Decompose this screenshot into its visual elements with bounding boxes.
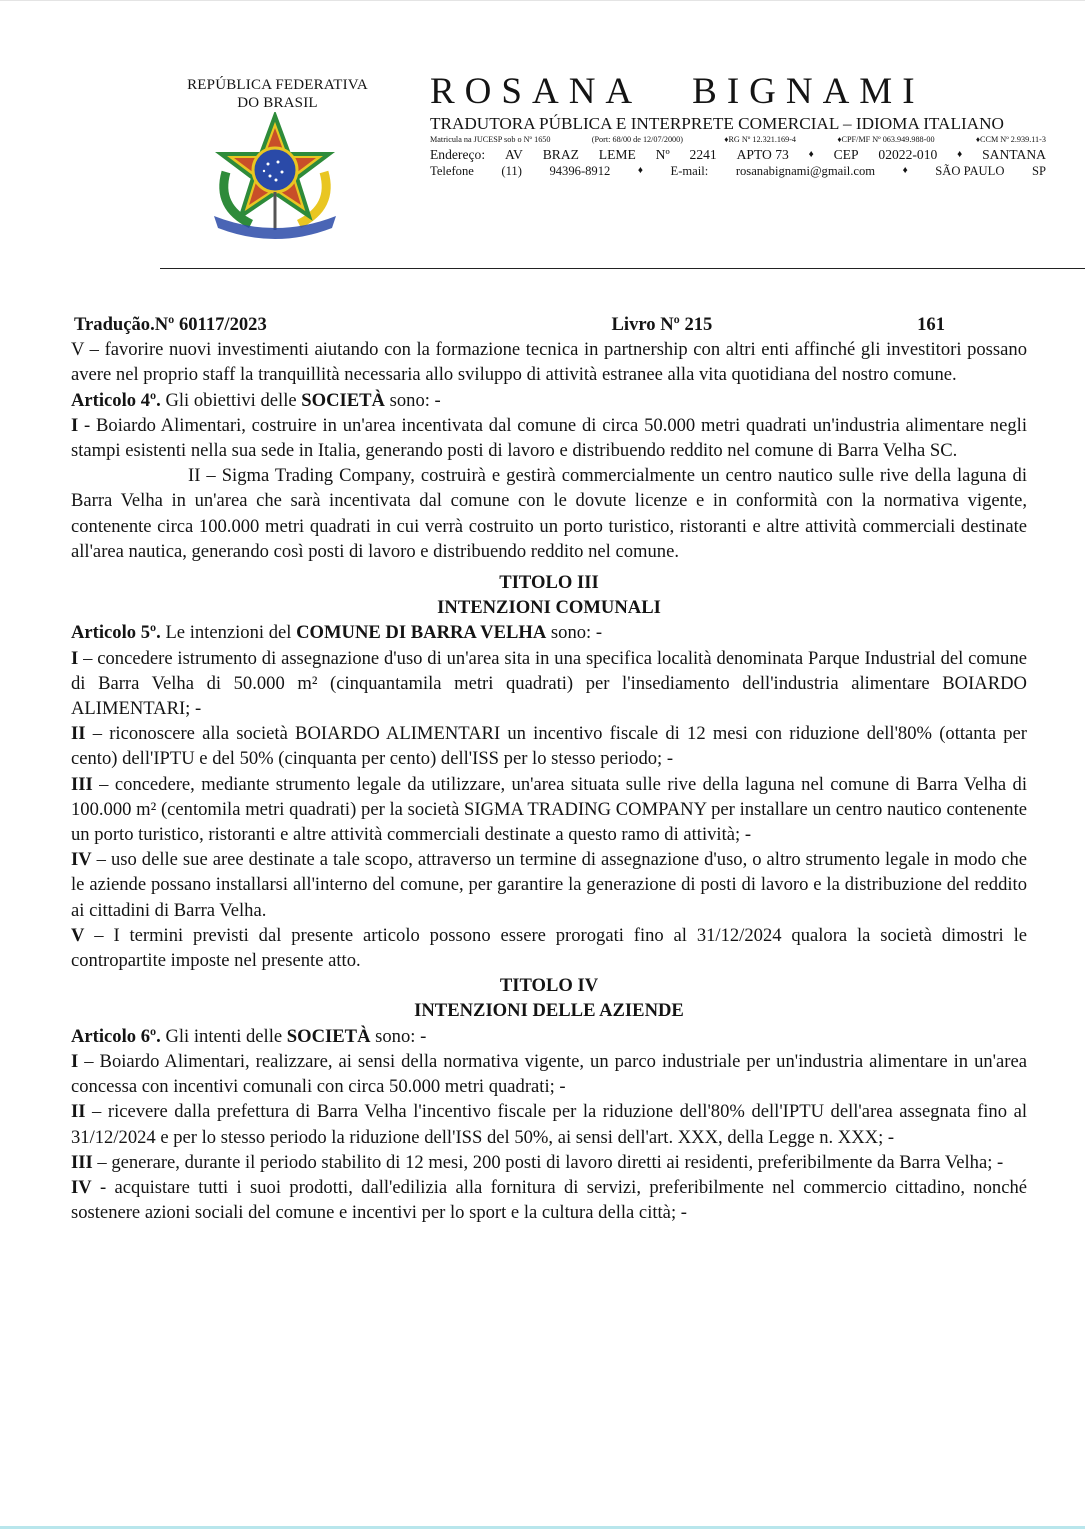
scan-top-edge (0, 0, 1085, 1)
paragraph-v-intro: V – favorire nuovi investimenti aiutando con la formazione tecnica in partnership con altri enti affinché gli investitori possano avere nel proprio staff la tranquillità necessaria allo sviluppo di attività estranee alla vita quotidiana del nostro comune. (71, 339, 1027, 386)
address-part: CEP (833, 147, 859, 162)
item-label: III (71, 773, 93, 795)
first-name: ROSANA (430, 71, 643, 112)
article-label: Articolo 4º. (71, 389, 161, 411)
republic-line-1: REPÚBLICA FEDERATIVA (187, 77, 368, 93)
item-text: – concedere istrumento di assegnazione d'uso di un'area sita in una specifica località denominata Parque Industrial del comune di Barra Velha di 50.000 m² (cinquantamila metri quadrati) per l'insediamento dell'industria alimentare BOIARDO ALIMENTARI; - (71, 647, 1027, 720)
address-line (430, 147, 1046, 163)
article-label: Articolo 5º. (71, 622, 161, 644)
article-4-item-ii: II – Sigma Trading Company, costruirà e gestirà commercialmente un centro nautico sulle rive della laguna di Barra Velha in un'area che sarà incentivata dal comune con le dovute licenze e in conformità con la normativa vigente, contenente circa 100.000 metri quadrati in cui verrà costruito un porto turistico, ristoranti e altre attività commerciali destinate all'area nautica, generando così posti di lavoro e distribuendo reddito nel comune. (71, 465, 1027, 562)
title-3-subtitle: INTENZIONI COMUNALI (437, 597, 661, 619)
republic-line-2: DO BRASIL (237, 95, 318, 111)
port-registration: (Port: 68/00 de 12/07/2000) (591, 135, 683, 144)
diamond-separator-icon: ♦ (637, 165, 643, 176)
article-label: Articolo 6º. (71, 1025, 161, 1047)
rg-number: ♦RG Nº 12.321.169-4 (724, 135, 797, 144)
article-6-item-ii (71, 1099, 1027, 1149)
last-name: BIGNAMI (692, 71, 925, 112)
book-number: Livro Nº 215 (611, 314, 713, 335)
phone-part: (11) (501, 164, 522, 178)
item-label: I (71, 647, 79, 669)
diamond-separator-icon: ♦ (957, 149, 963, 160)
phone-line (430, 163, 1046, 179)
text: sono: - (370, 1025, 427, 1047)
city: SÃO PAULO (935, 164, 1005, 178)
translator-title: TRADUTORA PÚBLICA E INTERPRETE COMERCIAL – IDIOMA ITALIANO (430, 114, 1004, 133)
cpf-number: ♦CPF/MF Nº 063.949.988-00 (837, 135, 935, 144)
phone-number: 94396-8912 (549, 164, 611, 178)
document-body (71, 312, 1027, 1225)
document-reference-line (71, 312, 1027, 337)
article-5-item-i (71, 646, 1027, 722)
address-part: LEME (598, 147, 636, 162)
article-4-item-i (71, 413, 1027, 463)
address-part: SANTANA (982, 147, 1046, 162)
email-address: rosanabignami@gmail.com (735, 164, 876, 178)
item-label: I (71, 1050, 79, 1072)
article-6-item-iv (71, 1175, 1027, 1225)
text: Gli intenti delle (160, 1025, 287, 1047)
item-text: – Boiardo Alimentari, realizzare, ai sensi della normativa vigente, un parco industriale per un'industria alimentare in un'area concessa con incentivi comunali con circa 50.000 metri quadrati; - (71, 1050, 1027, 1098)
email-label: E-mail: (670, 164, 709, 178)
item-label: II (71, 723, 86, 745)
article-5-item-iv (71, 847, 1027, 923)
text: Le intenzioni del (160, 622, 297, 644)
text: Gli obiettivi delle (160, 389, 302, 411)
item-label: IV (71, 849, 92, 871)
address-part: BRAZ (542, 147, 579, 162)
item-text: – concedere, mediante strumento legale da utilizzare, un'area situata sulle rive della laguna nel comune di Barra Velha di 100.000 m² (centomila metri quadrati) per la società SIGMA TRADING COMPANY per installare un centro nautico contenente un porto turistico, ristoranti e altre attività commerciali destinate a questo ramo di attività; - (71, 773, 1027, 846)
item-text: – generare, durante il periodo stabilito di 12 mesi, 200 posti di lavoro diretti ai residenti, preferibilmente da Barra Velha; - (92, 1151, 1004, 1173)
article-6-item-i (71, 1049, 1027, 1099)
bold-text: COMUNE DI BARRA VELHA (296, 622, 547, 644)
article-5-heading (71, 620, 1027, 645)
item-label: V (71, 924, 85, 946)
address-part: 2241 (689, 147, 717, 162)
item-label: III (71, 1151, 93, 1173)
phone-label: Telefone (430, 164, 474, 178)
item-label: I (71, 414, 79, 436)
title-3: TITOLO III (499, 572, 599, 594)
item-text: - acquistare tutti i suoi prodotti, dall'edilizia alla fornitura di servizi, preferibilmente nel commercio cittadino, nonché sostenere azioni sociali del comune e incentivi per lo sport e la cultura della città; - (71, 1176, 1027, 1224)
article-5-item-ii (71, 721, 1027, 771)
article-6-item-iii (71, 1150, 1027, 1175)
republic-label (170, 76, 385, 112)
item-text: – uso delle sue aree destinate a tale scopo, attraverso un termine di assegnazione d'uso, o altro strumento legale in modo che le aziende possano installarsi all'interno del comune, per garantire la generazione di posti di lavoro e la distribuzione del reddito ai cittadini di Barra Velha. (71, 849, 1027, 921)
address-part: Nº (655, 147, 670, 162)
item-label: IV (71, 1176, 92, 1198)
title-4: TITOLO IV (499, 975, 599, 997)
header-divider (160, 268, 1085, 269)
item-label: II (71, 1101, 86, 1123)
state: SP (1031, 164, 1046, 178)
text: sono: - (384, 389, 441, 411)
address-part: APTO 73 (736, 147, 789, 162)
registration-line (430, 135, 1046, 145)
jucesp-registration: Matricula na JUCESP sob o Nº 1650 (430, 135, 551, 144)
item-text: – riconoscere alla società BOIARDO ALIMENTARI un incentivo fiscale di 12 mesi con riduzione dell'80% (ottanta per cento) dell'IPTU e del 50% (cinquanta per cento) dell'ISS per lo stesso periodo; - (71, 723, 1027, 770)
brazil-coat-of-arms-emblem (206, 112, 344, 240)
diamond-separator-icon: ♦ (902, 165, 908, 176)
article-4-heading (71, 388, 1027, 413)
page-number: 161 (917, 314, 945, 335)
title-4-subtitle: INTENZIONI DELLE AZIENDE (414, 1000, 684, 1022)
text: sono: - (546, 622, 603, 644)
item-text: - Boiardo Alimentari, costruire in un'area incentivata dal comune di circa 50.000 metri quadrati un'industria alimentare negli stampi esistenti nella sua sede in Italia, generando posti di lavoro e distribuendo reddito nel comune di Barra Velha SC. (71, 414, 1027, 462)
translation-number: Tradução.Nº 60117/2023 (74, 314, 267, 335)
address-part: 02022-010 (878, 147, 938, 162)
address-label: Endereço: (430, 147, 486, 162)
item-text: – I termini previsti dal presente articolo possono essere prorogati fino al 31/12/2024 qualora la società dimostri le contropartite imposte nel presente atto. (71, 924, 1027, 972)
article-5-item-v (71, 923, 1027, 973)
ccm-number: ♦CCM Nº 2.939.11-3 (975, 135, 1046, 144)
scan-bottom-edge (0, 1526, 1085, 1529)
article-5-item-iii (71, 772, 1027, 848)
bold-text: SOCIETÀ (286, 1025, 371, 1047)
address-part: AV (504, 147, 523, 162)
bold-text: SOCIETÀ (301, 389, 385, 411)
item-text: – ricevere dalla prefettura di Barra Velha l'incentivo fiscale per la riduzione dell'80% dell'IPTU dell'area assegnata fino al 31/12/2024 e per lo stesso periodo la riduzione dell'ISS del 50%, ai sensi dell'art. XXX, della Legge n. XXX; - (71, 1101, 1027, 1148)
article-6-heading (71, 1024, 1027, 1049)
diamond-separator-icon: ♦ (808, 149, 814, 160)
translator-name (430, 70, 1050, 114)
